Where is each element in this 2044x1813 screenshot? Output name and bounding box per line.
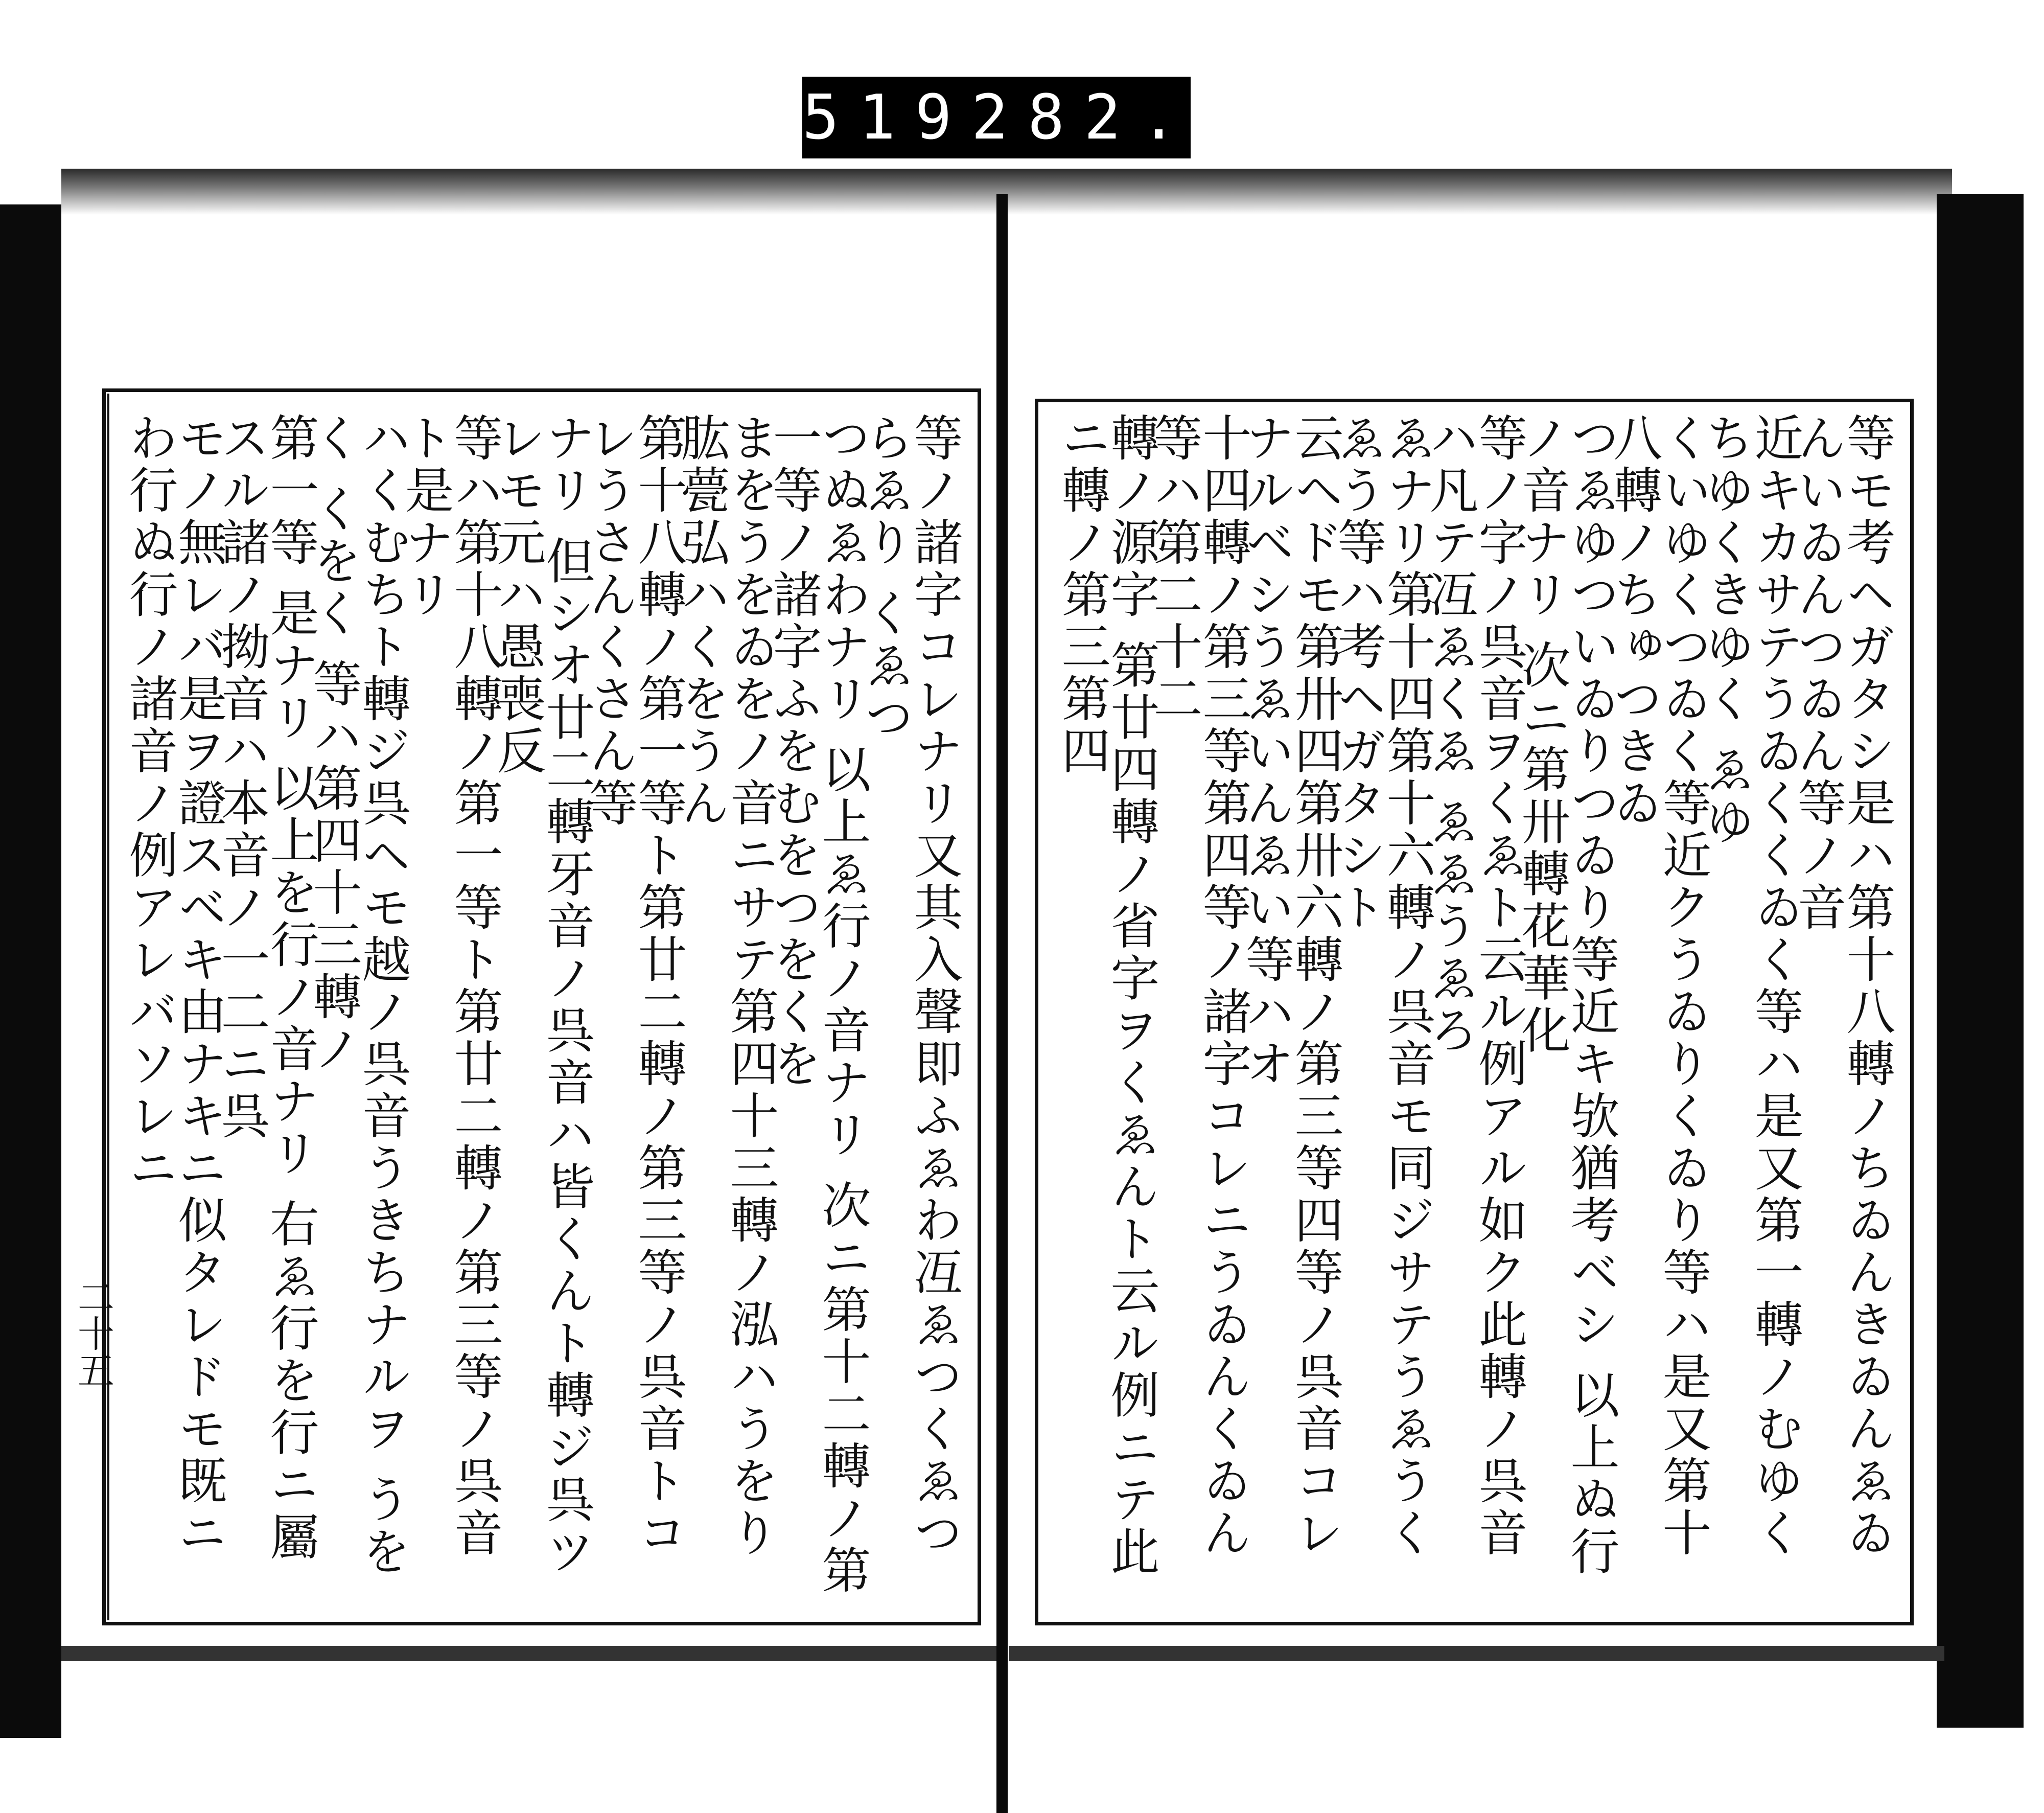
text-column: 十四轉ノ第三等第四等ノ諸字コレニうゐんくゐん等ハ第二十二 xyxy=(1146,412,1252,1559)
book-fold xyxy=(996,194,1008,1813)
text-column: 第一等 是ナリ 以上を行ノ音ナリ 右ゑ行を行ニ屬スル諸ノ拗音ハ本音ノ一二ニ呉 xyxy=(213,412,319,1564)
left-page-frame xyxy=(102,388,981,1625)
label-right-number: 282. xyxy=(971,82,1197,153)
text-column: ゑナリ第十四第十六轉ノ呉音モ同ジサテうゑうくゑう等ハ考ヘガタシト xyxy=(1330,412,1436,1559)
right-page-frame xyxy=(1035,399,1914,1625)
right-page-text xyxy=(1054,412,1896,1603)
text-column: 第十八轉ノ第一等ト第廿二轉ノ第三等ノ呉音トコレうさんくさん等 xyxy=(581,412,687,1559)
archive-label xyxy=(802,77,1197,158)
text-column: 等ノ字ノ呉音ヲくゑト云ル例アル如ク此轉ノ呉音ハ凡テ冱ゑくゑ ゑゑうゑろ xyxy=(1422,412,1528,1559)
left-page-bottom-edge xyxy=(61,1646,996,1661)
text-column: まをうをゐをノ音ニサテ第四十三轉ノ泓ハうをり肱甍弘ハくをうん xyxy=(673,412,779,1559)
text-column: つぬゑわナリ 以上ゑ行ノ音ナリ 次ニ第十二轉ノ第一等ノ諸字ふをむをつをくを xyxy=(765,412,871,1597)
left-page-margin xyxy=(51,394,109,1620)
text-column: くいゆくつゐく等近クうゐりくゐり等ハ是又第十八轉ノちゅつきゐ xyxy=(1606,412,1712,1559)
text-column: 轉ノ源字 第廿四轉ノ省字ヲくゑんト云ル例ニテ此ニ轉ノ第三第四 xyxy=(1054,412,1160,1578)
text-column: 云ヘドモ第卅四第卅六轉ノ第三等四等ノ呉音コレナルベシうゑいんゑい等ハオ xyxy=(1238,412,1344,1559)
text-column: 等モ考ヘガタシ是ハ第十八轉ノちゐんきゐんゑゐんいゐんつゐん等ノ音 xyxy=(1790,412,1896,1559)
text-column: ハくむちト轉ジ呉ヘモ越ノ呉音うきちナルヲ うをく くをく 等ハ第四十三轉ノ xyxy=(305,412,411,1578)
text-column: 等ノ諸字コレナリ又其入聲即ふゑわ冱ゑつくゑつらゑり くゑつ xyxy=(857,412,963,1559)
text-column: 近キカサテうゐくくゐく等ハ是又第一轉ノむゆくちゆくきゆく ゑゆ xyxy=(1698,412,1804,1559)
text-column: つゑゆついゐりつゐり等近キ欤猶考ベシ 以上ぬ行ノ音ナリ 次ニ第卅轉花華化 xyxy=(1514,412,1620,1578)
right-page-edge xyxy=(1937,194,2024,1728)
text-column: モノ無レバ是ヲ證スベキ由ナキニ似タレドモ既ニわ行ぬ行ノ諸音ノ例アレバソレニ xyxy=(121,412,227,1559)
text-column: ナリ 但シオ廿二轉牙音ノ呉音ハ皆くんト轉ジ呉ツレモ元ハ愚喪反 xyxy=(489,412,595,1578)
text-column: 等ハ第十八轉ノ第一等ト第廿二轉ノ第三等ノ呉音ト是ナリ xyxy=(397,412,503,1559)
left-page-text xyxy=(121,412,963,1603)
label-left-number: 519 xyxy=(802,82,971,153)
right-page-bottom-edge xyxy=(1009,1646,1944,1661)
page-number: 二十五 xyxy=(72,1278,114,1388)
